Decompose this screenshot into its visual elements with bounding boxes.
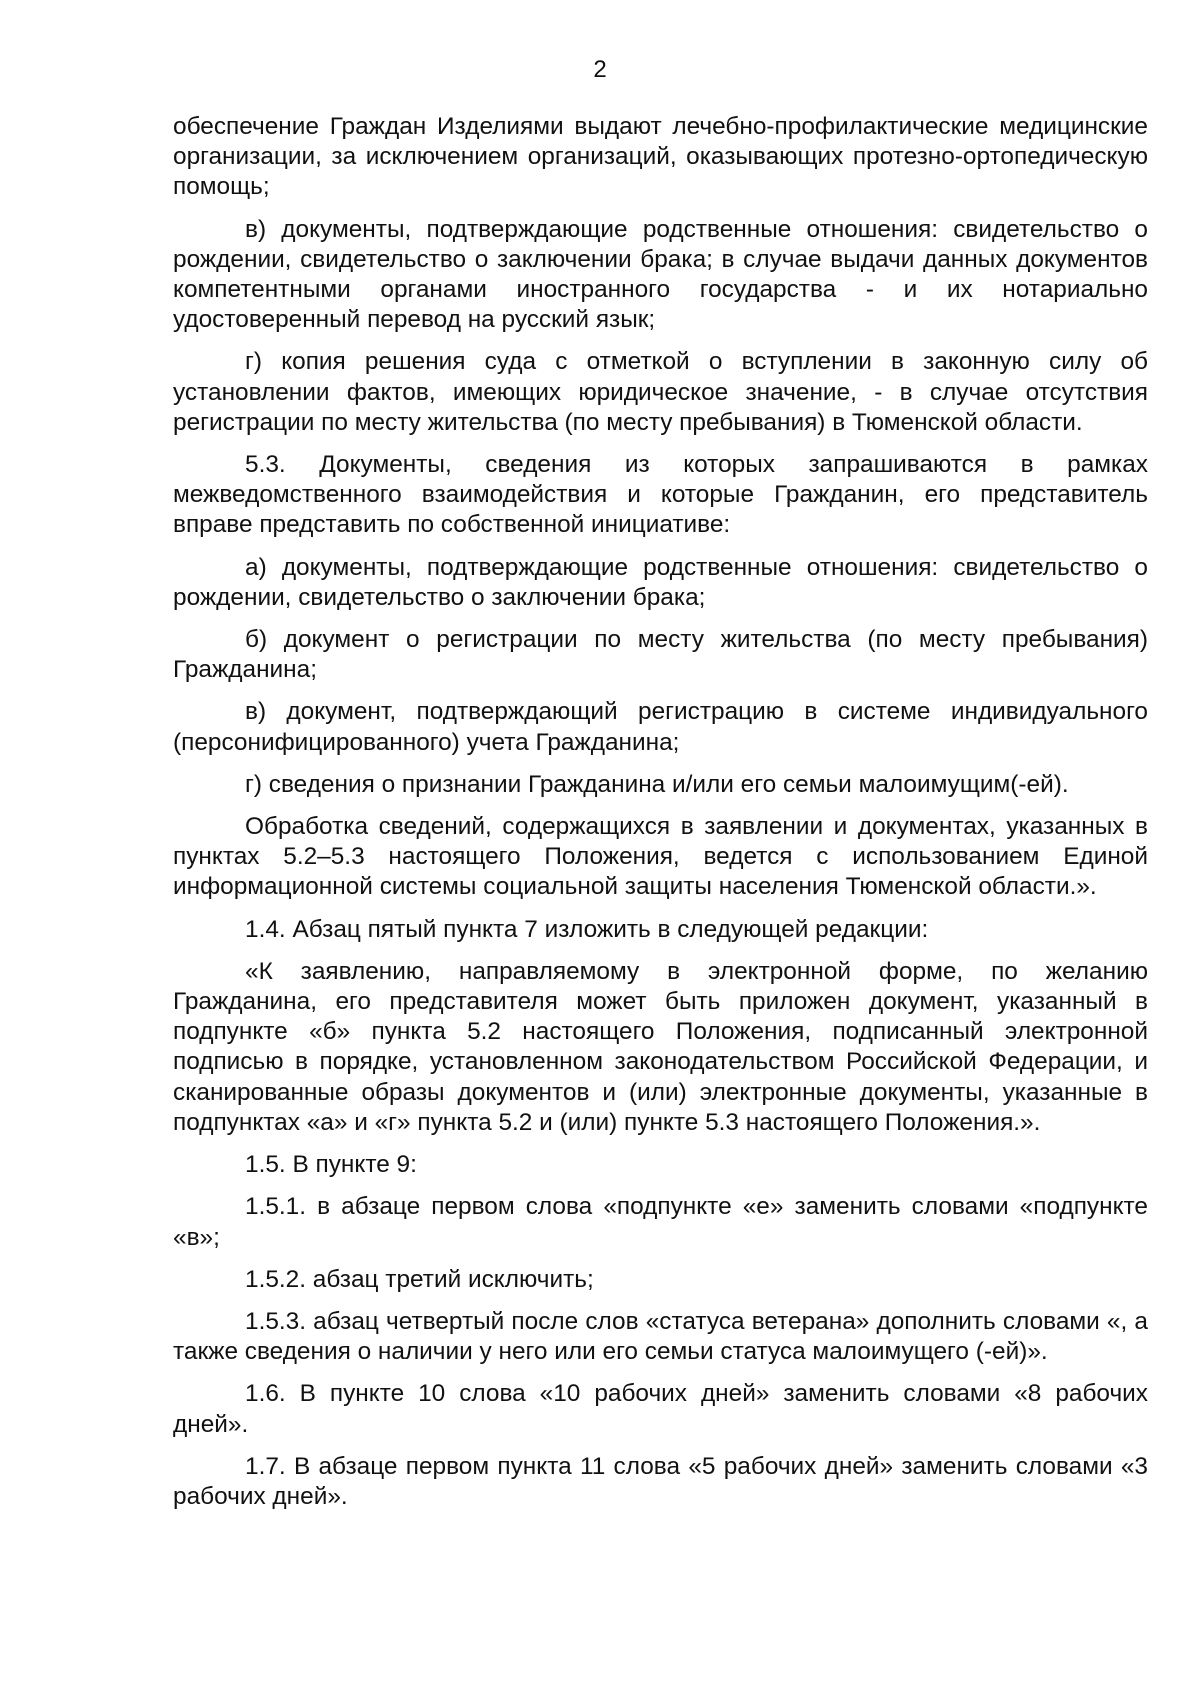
paragraph-clause-1-5: 1.5. В пункте 9:	[245, 1151, 417, 1179]
paragraph-item-b-registration-doc: б) документ о регистрации по месту жительства (по месту пребывания) Гражданина;	[173, 626, 1148, 684]
paragraph-clause-1-4: 1.4. Абзац пятый пункта 7 изложить в следующей редакции:	[245, 915, 929, 943]
paragraph-clause-1-7: 1.7. В абзаце первом пункта 11 слова «5 рабочих дней» заменить словами «3 рабочих дней».	[173, 1452, 1148, 1510]
paragraph-clause-1-5-3: 1.5.3. абзац четвертый после слов «статуса ветерана» дополнить словами «, а также сведения о наличии у него или его семьи статуса малоимущего (-ей)».	[173, 1307, 1148, 1366]
paragraph-clause-5-3: 5.3. Документы, сведения из которых запрашиваются в рамках межведомственного взаимодействия и которые Гражданин, его представитель вправе представить по собственной инициативе:	[173, 451, 1148, 539]
paragraph-clause-1-5-1: 1.5.1. в абзаце первом слова «подпункте «е» заменить словами «подпункте «в»;	[173, 1193, 1148, 1251]
paragraph-continuation: обеспечение Граждан Изделиями выдают лечебно-профилактические медицинские организации, за исключением организаций, оказывающих протезно-ортопедическую помощь;	[173, 113, 1148, 201]
paragraph-clause-1-6: 1.6. В пункте 10 слова «10 рабочих дней» заменить словами «8 рабочих дней».	[173, 1380, 1148, 1438]
paragraph-item-g-court-decision: г) копия решения суда с отметкой о вступлении в законную силу об установлении фактов, имеющих юридическое значение, - в случае отсутствия регистрации по месту жительства (по месту пребывания) в Тюменской области.	[173, 348, 1148, 436]
paragraph-item-v-personal-account: в) документ, подтверждающий регистрацию в системе индивидуального (персонифицированного) учета Гражданина;	[173, 698, 1148, 756]
paragraph-electronic-form-quote: «К заявлению, направляемому в электронной форме, по желанию Гражданина, его представителя может быть приложен документ, указанный в подпункте «б» пункта 5.2 настоящего Положения, подписанный электронной подписью в порядке, установленном законодательством Российской Федерации, и сканированные образы документов и (или) электронные документы, указанные в подпунктах «а» и «г» пункта 5.2 и (или) пункте 5.3 настоящего Положения.».	[173, 957, 1148, 1136]
page-number: 2	[593, 56, 607, 83]
document-body	[173, 112, 1148, 1524]
paragraph-item-a-relationship-docs: а) документы, подтверждающие родственные отношения: свидетельство о рождении, свидетельство о заключении брака;	[173, 553, 1148, 611]
paragraph-data-processing: Обработка сведений, содержащихся в заявлении и документах, указанных в пунктах 5.2–5.3 настоящего Положения, ведется с использованием Единой информационной системы социальной защиты населения Тюменской области.».	[173, 813, 1148, 901]
paragraph-item-v-relationship-docs: в) документы, подтверждающие родственные отношения: свидетельство о рождении, свидетельство о заключении брака; в случае выдачи данных документов компетентными органами иностранного государства - и их нотариально удостоверенный перевод на русский язык;	[173, 215, 1148, 334]
paragraph-clause-1-5-2: 1.5.2. абзац третий исключить;	[245, 1265, 594, 1293]
paragraph-item-g-low-income: г) сведения о признании Гражданина и/или его семьи малоимущим(-ей).	[245, 770, 1069, 798]
